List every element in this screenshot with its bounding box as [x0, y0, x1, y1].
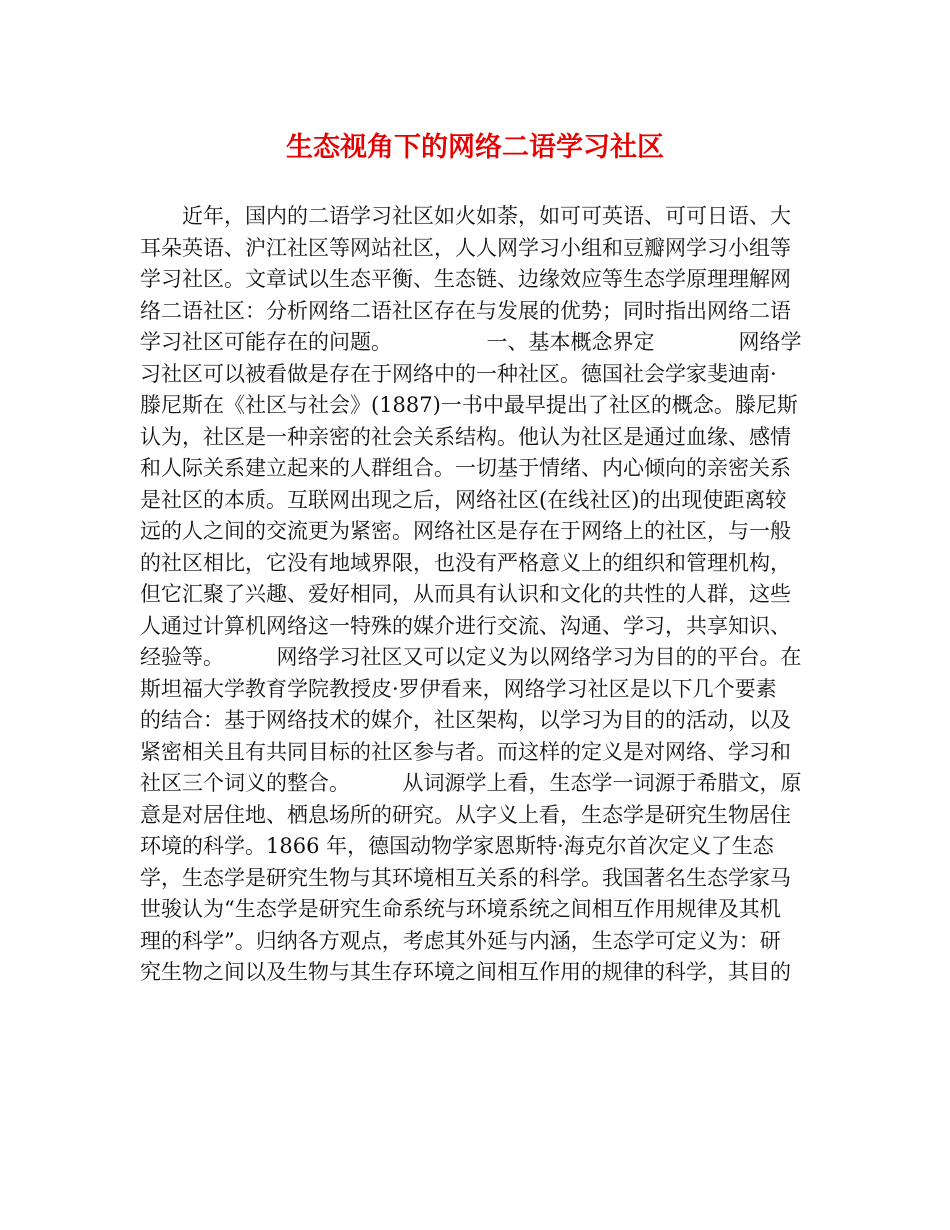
body-line: 环境的科学。1866 年，德国动物学家恩斯特·海克尔首次定义了生态	[140, 834, 774, 858]
body-line: 究生物之间以及生物与其生存环境之间相互作用的规律的科学，其目的	[140, 960, 791, 984]
body-line: 耳朵英语、沪江社区等网站社区，人人网学习小组和豆瓣网学习小组等	[140, 235, 791, 260]
body-line: 但它汇聚了兴趣、爱好相同，从而具有认识和文化的共性的人群，这些	[140, 582, 791, 606]
body-line: 远的人之间的交流更为紧密。网络社区是存在于网络上的社区，与一般	[140, 519, 791, 543]
body-line: 和人际关系建立起来的人群组合。一切基于情绪、内心倾向的亲密关系	[140, 456, 791, 480]
body-line: 经验等。 网络学习社区又可以定义为以网络学习为目的的平台。在	[140, 645, 802, 669]
document-body	[140, 201, 820, 989]
body-line: 意是对居住地、栖息场所的研究。从字义上看，生态学是研究生物居住	[140, 802, 791, 827]
body-line: 理的科学”。归纳各方观点，考虑其外延与内涵，生态学可定义为：研	[140, 928, 781, 953]
body-line: 学，生态学是研究生物与其环境相互关系的科学。我国著名生态学家马	[140, 865, 791, 890]
body-line: 的结合：基于网络技术的媒介，社区架构，以学习为目的的活动，以及	[140, 708, 791, 732]
body-line: 人通过计算机网络这一特殊的媒介进行交流、沟通、学习，共享知识、	[140, 613, 791, 638]
body-line: 社区三个词义的整合。 从词源学上看，生态学一词源于希腊文，原	[140, 771, 802, 795]
body-line: 认为，社区是一种亲密的社会关系结构。他认为社区是通过血缘、感情	[140, 424, 791, 449]
body-line: 的社区相比，它没有地域界限，也没有严格意义上的组织和管理机构，	[140, 550, 791, 575]
document-title: 生态视角下的网络二语学习社区	[286, 132, 664, 163]
body-line: 是社区的本质。互联网出现之后，网络社区(在线社区)的出现使距离较	[140, 487, 787, 512]
body-line: 世骏认为“生态学是研究生命系统与环境系统之间相互作用规律及其机	[140, 897, 781, 921]
body-line: 滕尼斯在《社区与社会》(1887)一书中最早提出了社区的概念。滕尼斯	[140, 393, 798, 417]
body-line: 斯坦福大学教育学院教授皮·罗伊看来，网络学习社区是以下几个要素	[140, 676, 777, 701]
body-line: 习社区可以被看做是存在于网络中的一种社区。德国社会学家斐迪南·	[140, 361, 777, 386]
body-line: 络二语社区：分析网络二语社区存在与发展的优势；同时指出网络二语	[140, 298, 791, 323]
body-line: 紧密相关且有共同目标的社区参与者。而这样的定义是对网络、学习和	[140, 739, 791, 764]
body-line: 学习社区。文章试以生态平衡、生态链、边缘效应等生态学原理理解网	[140, 267, 791, 291]
body-line: 学习社区可能存在的问题。 一、基本概念界定 网络学	[140, 330, 802, 354]
body-line: 近年，国内的二语学习社区如火如荼，如可可英语、可可日语、大	[140, 204, 791, 228]
